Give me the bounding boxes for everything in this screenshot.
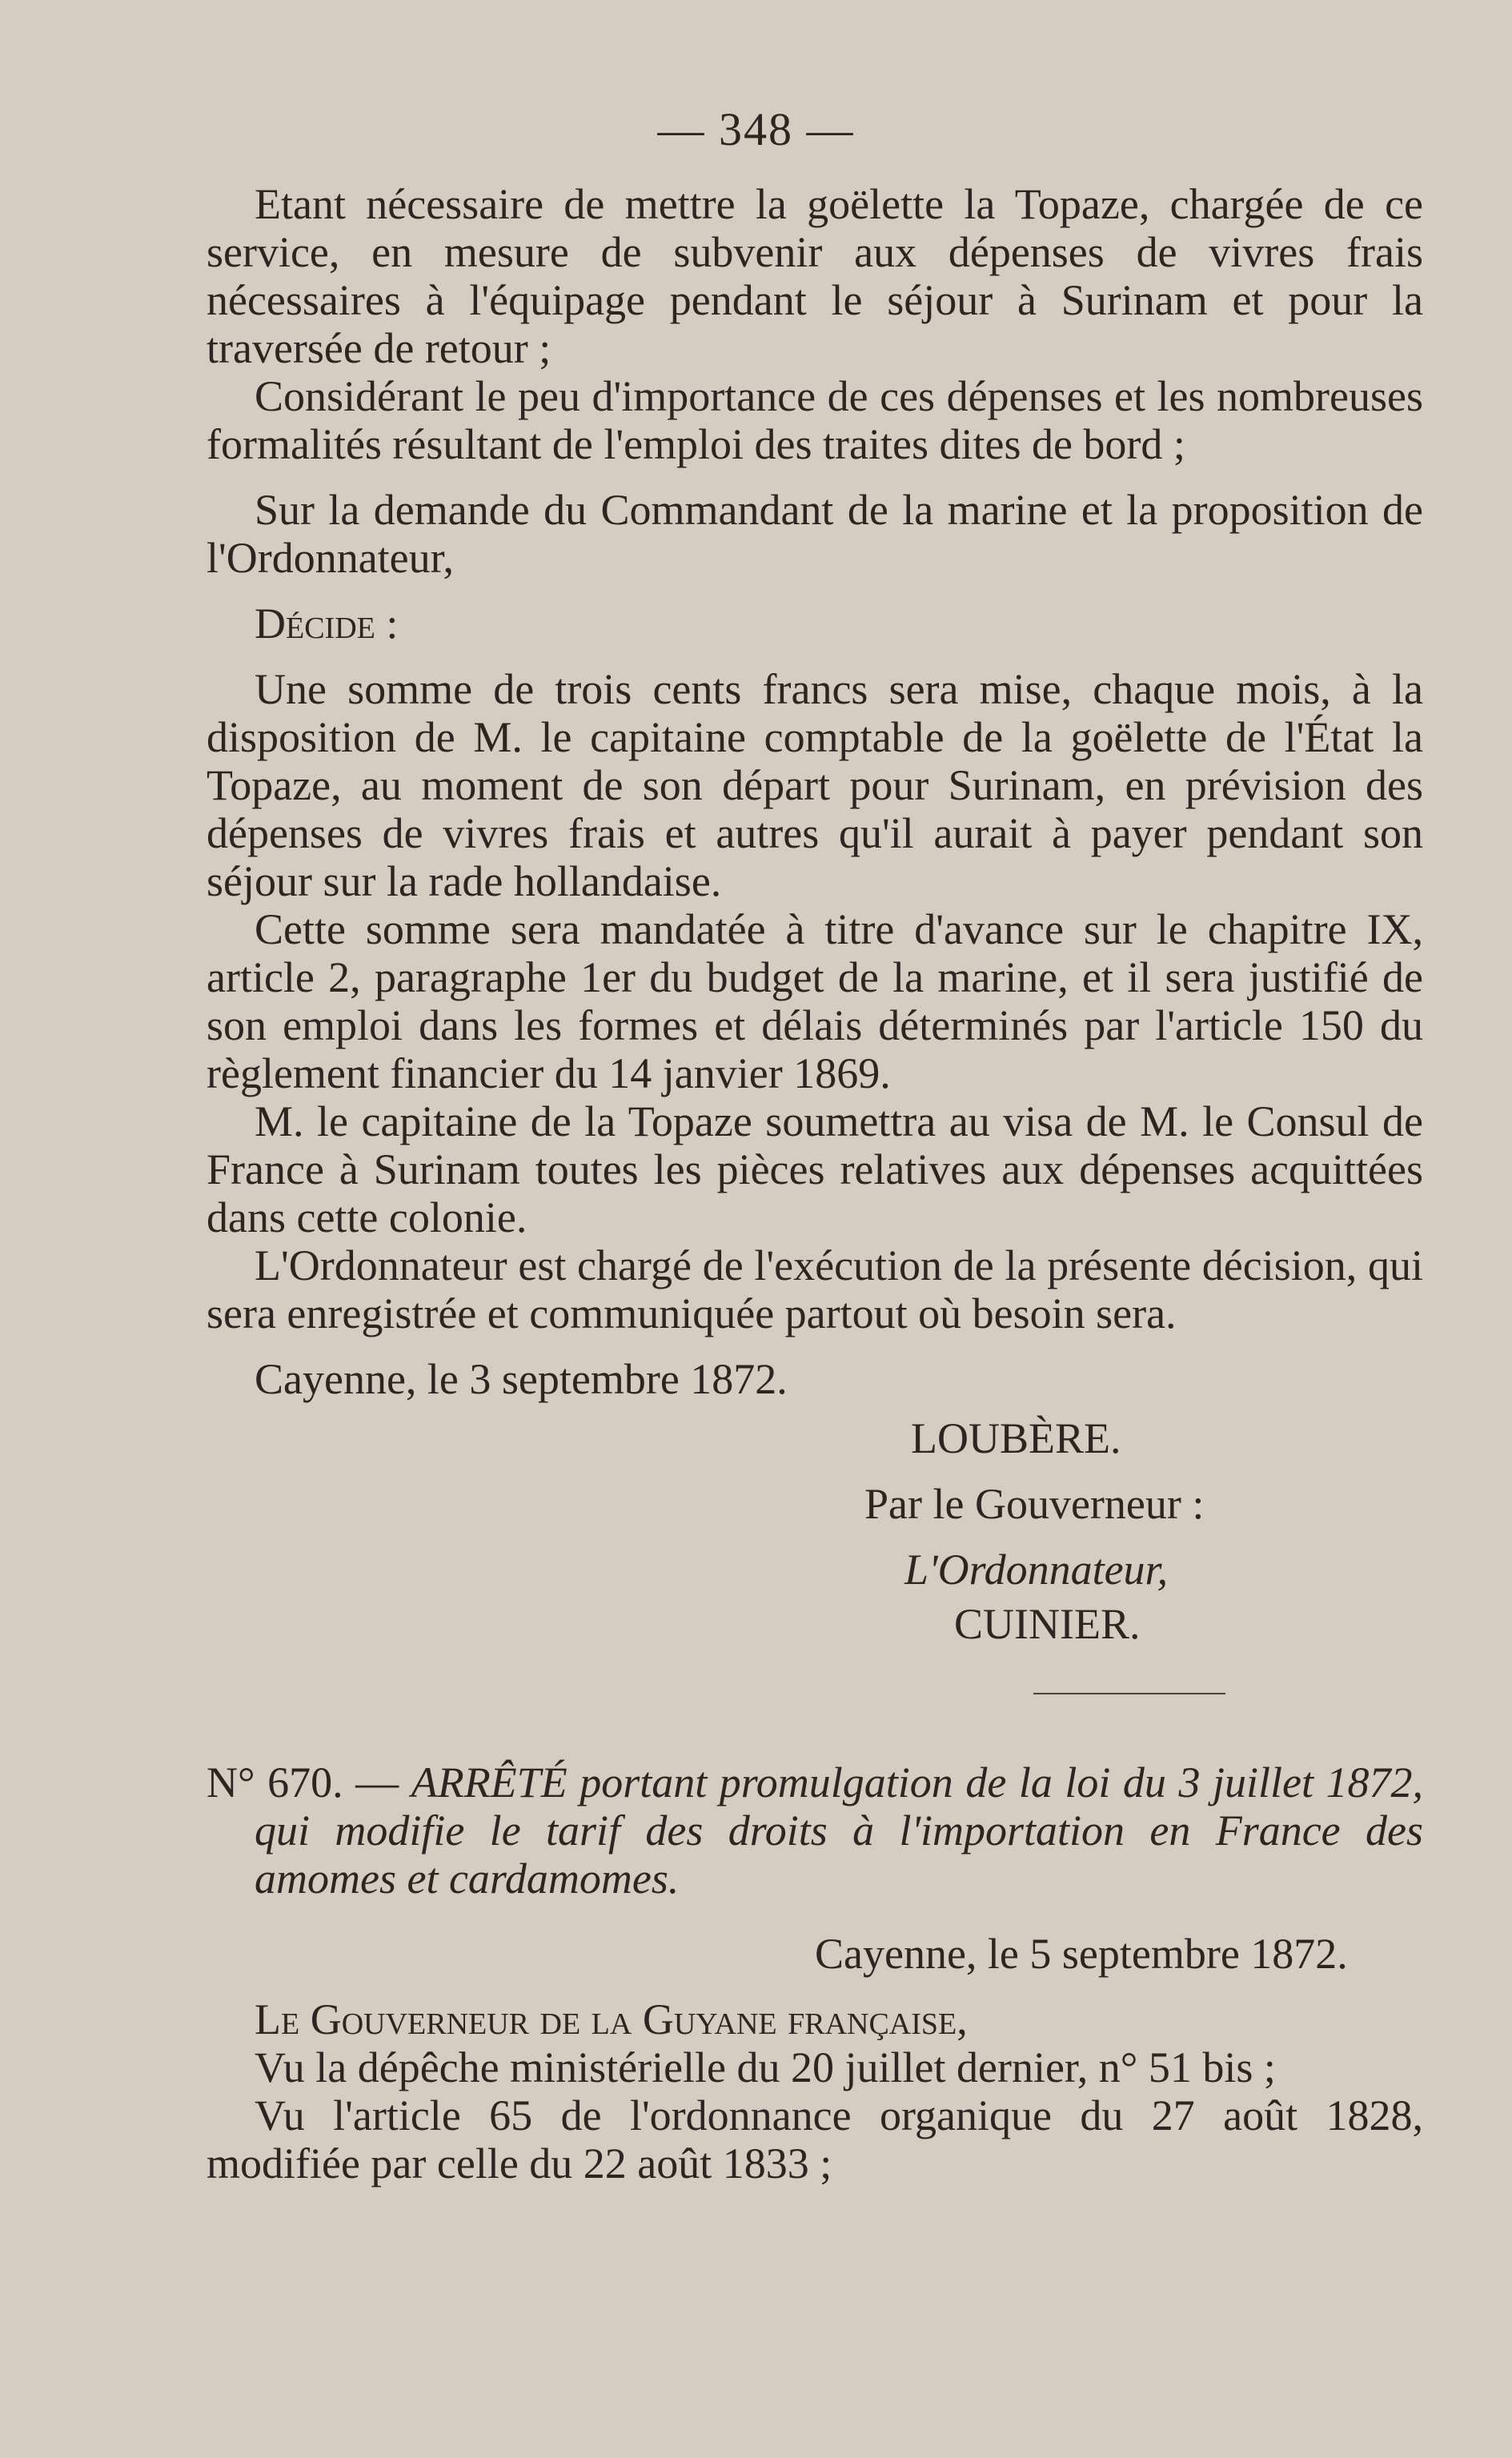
document-body	[207, 180, 1423, 2187]
section-divider	[1033, 1693, 1225, 1694]
date-line: Cayenne, le 3 septembre 1872.	[255, 1355, 788, 1403]
paragraph-2: Considérant le peu d'importance de ces dépenses et les nombreuses formalités résultant de l'emploi des traites dites de bord ;	[207, 372, 1423, 468]
page-number: — 348 —	[657, 103, 855, 155]
signature-by: Par le Gouverneur :	[864, 1480, 1205, 1528]
signature-role: L'Ordonnateur,	[904, 1546, 1169, 1594]
decide-heading: Décide :	[255, 599, 399, 648]
paragraph-1: Etant nécessaire de mettre la goëlette la Topaze, chargée de ce service, en mesure de subvenir aux dépenses de vivres frais nécessaires à l'équipage pendant le séjour à Surinam et pour la traversée de retour ;	[207, 180, 1423, 372]
paragraph-4: Une somme de trois cents francs sera mise, chaque mois, à la disposition de M. le capitaine comptable de la goëlette de l'État la Topaze, au moment de son départ pour Surinam, en prévision des dépenses de vivres frais et autres qu'il aurait à payer pendant son séjour sur la rade hollandaise.	[207, 665, 1423, 905]
paragraph-7: L'Ordonnateur est chargé de l'exécution de la présente décision, qui sera enregistrée et communiquée partout où besoin sera.	[207, 1241, 1423, 1337]
signature-name: LOUBÈRE.	[911, 1414, 1121, 1462]
paragraph-3: Sur la demande du Commandant de la marine et la proposition de l'Ordonnateur,	[207, 486, 1423, 582]
section-title-text: ARRÊTÉ portant promulgation de la loi du 3 juillet 1872, qui modifie le tarif des droits à l'importation en France des amomes et cardamomes.	[255, 1758, 1424, 1903]
paragraph-6: M. le capitaine de la Topaze soumettra au visa de M. le Consul de France à Surinam toutes les pièces relatives aux dépenses acquittées dans cette colonie.	[207, 1097, 1423, 1241]
section-number: N° 670. —	[207, 1758, 399, 1806]
section-vu-1: Vu la dépêche ministérielle du 20 juillet dernier, n° 51 bis ;	[255, 2043, 1276, 2091]
section-date: Cayenne, le 5 septembre 1872.	[815, 1930, 1348, 1978]
signature-name-2: CUINIER.	[954, 1600, 1141, 1648]
section-title	[207, 1758, 1423, 1903]
section-opening: Le Gouverneur de la Guyane française,	[255, 1995, 968, 2043]
section-vu-2: Vu l'article 65 de l'ordonnance organique du 27 août 1828, modifiée par celle du 22 août 1833 ;	[207, 2091, 1423, 2187]
paragraph-5: Cette somme sera mandatée à titre d'avance sur le chapitre IX, article 2, paragraphe 1er du budget de la marine, et il sera justifié de son emploi dans les formes et délais déterminés par l'article 150 du règlement financier du 14 janvier 1869.	[207, 905, 1423, 1097]
